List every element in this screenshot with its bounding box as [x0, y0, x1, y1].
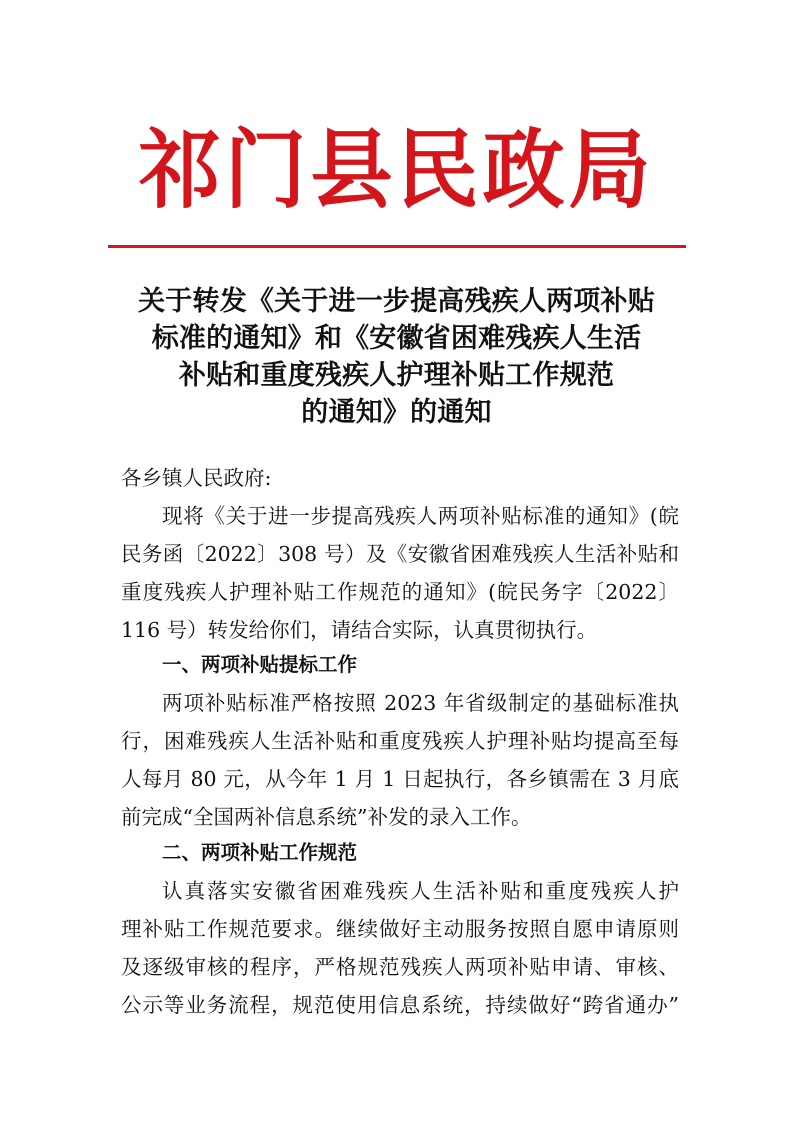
paragraph-line: 民务函〔2022〕308 号）及《安徽省困难残疾人生活补贴和	[121, 542, 679, 566]
agency-header-title: 祁门县民政局	[138, 119, 655, 221]
red-divider-line	[108, 245, 686, 248]
section-two	[121, 834, 679, 1024]
document-title-line: 补贴和重度残疾人护理补贴工作规范	[178, 360, 615, 391]
document-title-line: 的通知》的通知	[301, 397, 492, 428]
document-title-line: 关于转发《关于进一步提高残疾人两项补贴	[138, 286, 655, 317]
paragraph-line: 116 号）转发给你们，请结合实际，认真贯彻执行。	[121, 618, 598, 642]
document-title-line: 标准的通知》和《安徽省困难残疾人生活	[151, 323, 642, 354]
section-heading: 二、两项补贴工作规范	[162, 841, 358, 864]
paragraph-line: 行，困难残疾人生活补贴和重度残疾人护理补贴均提高至每	[121, 729, 679, 753]
paragraph-line: 前完成“全国两补信息系统”补发的录入工作。	[121, 805, 532, 829]
document-title	[104, 283, 689, 431]
paragraph-line: 认真落实安徽省困难残疾人生活补贴和重度残疾人护	[162, 879, 679, 903]
paragraph-line: 公示等业务流程，规范使用信息系统，持续做好“跨省通办”	[121, 993, 679, 1017]
paragraph-line: 理补贴工作规范要求。继续做好主动服务按照自愿申请原则	[121, 917, 679, 941]
paragraph-line: 及逐级审核的程序，严格规范残疾人两项补贴申请、审核、	[121, 955, 679, 979]
paragraph-line: 人每月 80 元，从今年 1 月 1 日起执行，各乡镇需在 3 月底	[121, 767, 679, 791]
salutation: 各乡镇人民政府:	[121, 466, 272, 490]
section-one	[121, 646, 679, 836]
section-heading: 一、两项补贴提标工作	[162, 653, 358, 676]
paragraph-line: 两项补贴标准严格按照 2023 年省级制定的基础标准执	[162, 691, 679, 715]
paragraph-line: 重度残疾人护理补贴工作规范的通知》(皖民务字〔2022〕	[121, 580, 679, 604]
paragraph-line: 现将《关于进一步提高残疾人两项补贴标准的通知》(皖	[162, 504, 679, 528]
intro-paragraph	[121, 497, 679, 649]
